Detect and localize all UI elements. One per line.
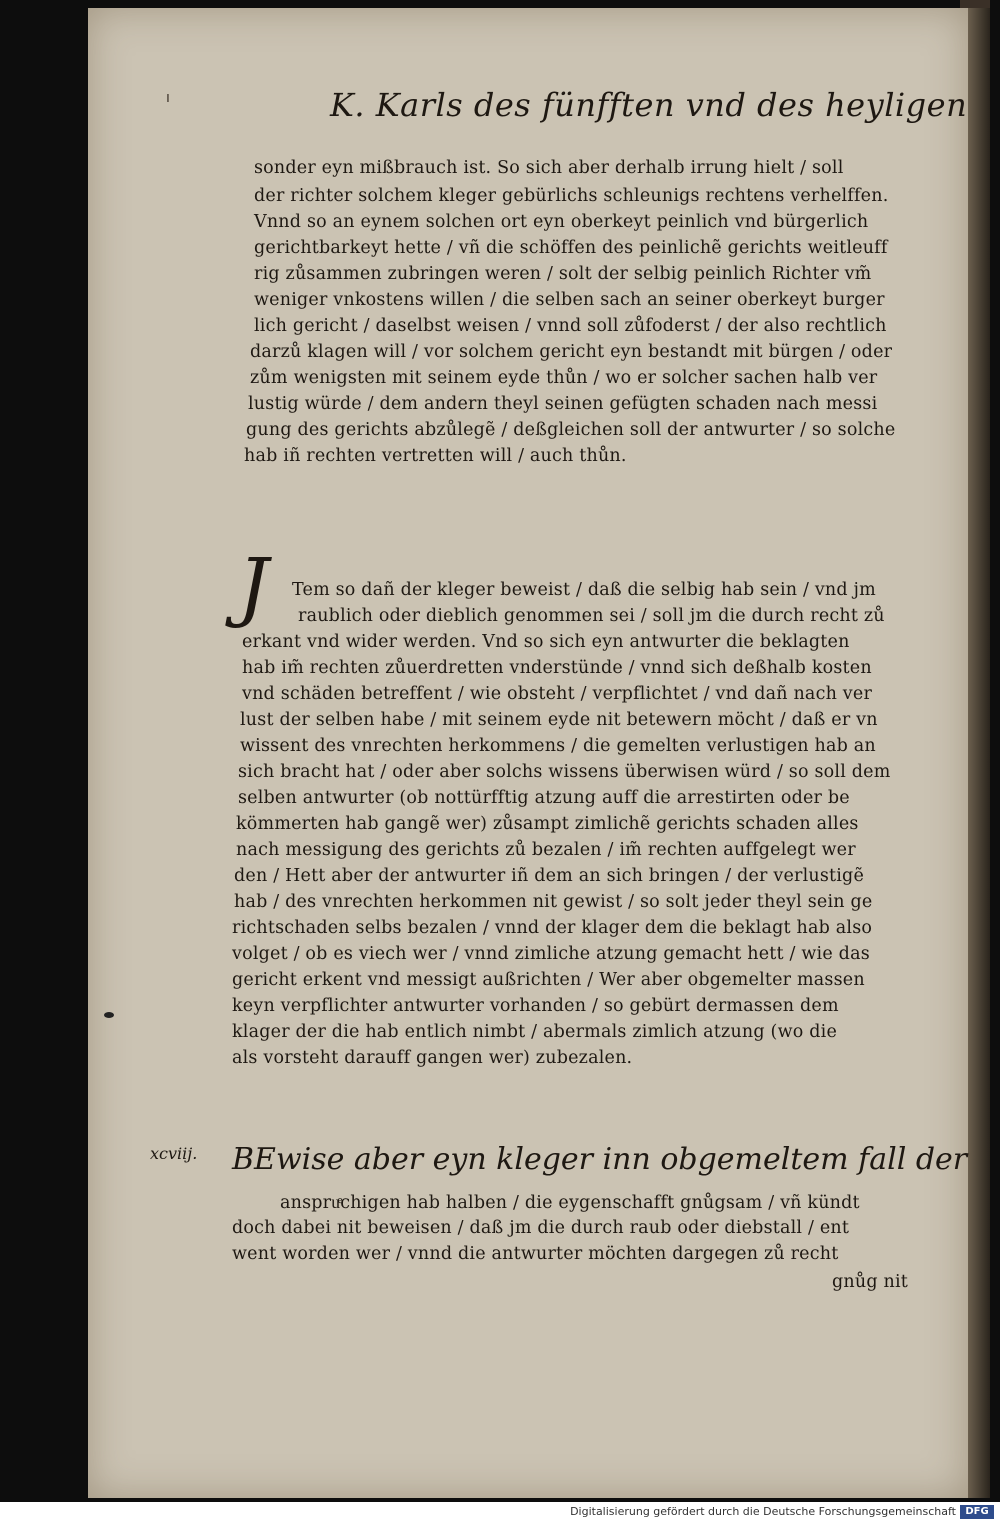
block2-line: raublich oder dieblich genommen sei / soll jm die durch recht zů: [298, 606, 885, 626]
block2-line: kömmerten hab gangẽ wer) zůsampt zimlichẽ gerichts schaden alles: [236, 814, 859, 834]
funding-credit: Digitalisierung gefördert durch die Deutsche Forschungsgemeinschaft: [570, 1505, 956, 1518]
block1-line: hab iñ rechten vertretten will / auch thůn.: [244, 446, 627, 466]
block2-line: richtschaden selbs bezalen / vnnd der klager dem die beklagt hab also: [232, 918, 873, 938]
ink-spot: [104, 1012, 114, 1018]
block1-line: zům wenigsten mit seinem eyde thůn / wo er solcher sachen halb ver: [250, 368, 878, 388]
block2-line: gericht erkent vnd messigt außrichten / Wer aber obgemelter massen: [232, 970, 865, 990]
block1-line: Vnnd so an eynem solchen ort eyn oberkeyt peinlich vnd bürgerlich: [254, 212, 869, 232]
catchword: gnůg nit: [832, 1272, 909, 1292]
block2-line: sich bracht hat / oder aber solchs wissens überwisen würd / so soll dem: [238, 762, 891, 782]
block2-line: nach messigung des gerichts zů bezalen / im̃ rechten auffgelegt wer: [236, 840, 856, 860]
corner-mark: ı: [166, 90, 170, 106]
block2-line: Tem so dañ der kleger beweist / daß die selbig hab sein / vnd jm: [292, 580, 876, 600]
block1-line: gerichtbarkeyt hette / vñ die schöffen des peinlichẽ gerichts weitleuff: [254, 238, 888, 258]
block2-line: klager der die hab entlich nimbt / abermals zimlich atzung (wo die: [232, 1022, 838, 1042]
block1-line: der richter solchem kleger gebürlichs schleunigs rechtens verhelffen.: [254, 186, 889, 206]
marginal-number: xcviij.: [150, 1144, 198, 1163]
block2-line: wissent des vnrechten herkommens / die gemelten verlustigen hab an: [240, 736, 876, 756]
block3-line: went worden wer / vnnd die antwurter möchten dargegen zů recht: [232, 1244, 839, 1264]
decorated-initial: J: [238, 541, 269, 630]
block2-line: selben antwurter (ob nottürfftig atzung auff die arrestirten oder be: [238, 788, 850, 808]
page-edge-right: [968, 8, 990, 1498]
dfg-logo: DFG: [960, 1505, 994, 1519]
block1-line: sonder eyn mißbrauch ist. So sich aber derhalb irrung hielt / soll: [254, 158, 844, 178]
block3-line: anspruͤchigen hab halben / die eygenschafft gnůgsam / vñ kündt: [280, 1193, 860, 1213]
section-opening-line: BEwise aber eyn kleger inn obgemeltem fall der: [232, 1142, 968, 1177]
block2-line: hab im̃ rechten zůuerdretten vnderstünde / vnnd sich deßhalb kosten: [242, 658, 872, 678]
running-head: K. Karls des fünfften vnd des heyligen: [330, 86, 968, 124]
block3-line: doch dabei nit beweisen / daß jm die durch raub oder diebstall / ent: [232, 1218, 850, 1238]
block1-line: lich gericht / daselbst weisen / vnnd soll zůfoderst / der also rechtlich: [254, 316, 887, 336]
block2-line: volget / ob es viech wer / vnnd zimliche atzung gemacht hett / wie das: [232, 944, 870, 964]
block2-line: als vorsteht darauff gangen wer) zubezalen.: [232, 1048, 633, 1068]
block2-line: vnd schäden betreffent / wie obsteht / verpflichtet / vnd dañ nach ver: [242, 684, 873, 704]
funding-footer: [0, 1502, 1000, 1523]
block2-line: keyn verpflichter antwurter vorhanden / so gebürt dermassen dem: [232, 996, 839, 1016]
block1-line: darzů klagen will / vor solchem gericht eyn bestandt mit bürgen / oder: [250, 342, 893, 362]
block1-line: weniger vnkostens willen / die selben sach an seiner oberkeyt burger: [254, 290, 885, 310]
block1-line: gung des gerichts abzůlegẽ / deßgleichen soll der antwurter / so solche: [246, 420, 896, 440]
block2-line: hab / des vnrechten herkommen nit gewist / so solt jeder theyl sein ge: [234, 892, 873, 912]
block2-line: lust der selben habe / mit seinem eyde nit betewern möcht / daß er vn: [240, 710, 878, 730]
block1-line: rig zůsammen zubringen weren / solt der selbig peinlich Richter vm̃: [254, 264, 872, 284]
block2-line: erkant vnd wider werden. Vnd so sich eyn antwurter die beklagten: [242, 632, 850, 652]
block1-line: lustig würde / dem andern theyl seinen gefügten schaden nach messi: [248, 394, 878, 414]
block2-line: den / Hett aber der antwurter iñ dem an sich bringen / der verlustigẽ: [234, 866, 865, 886]
